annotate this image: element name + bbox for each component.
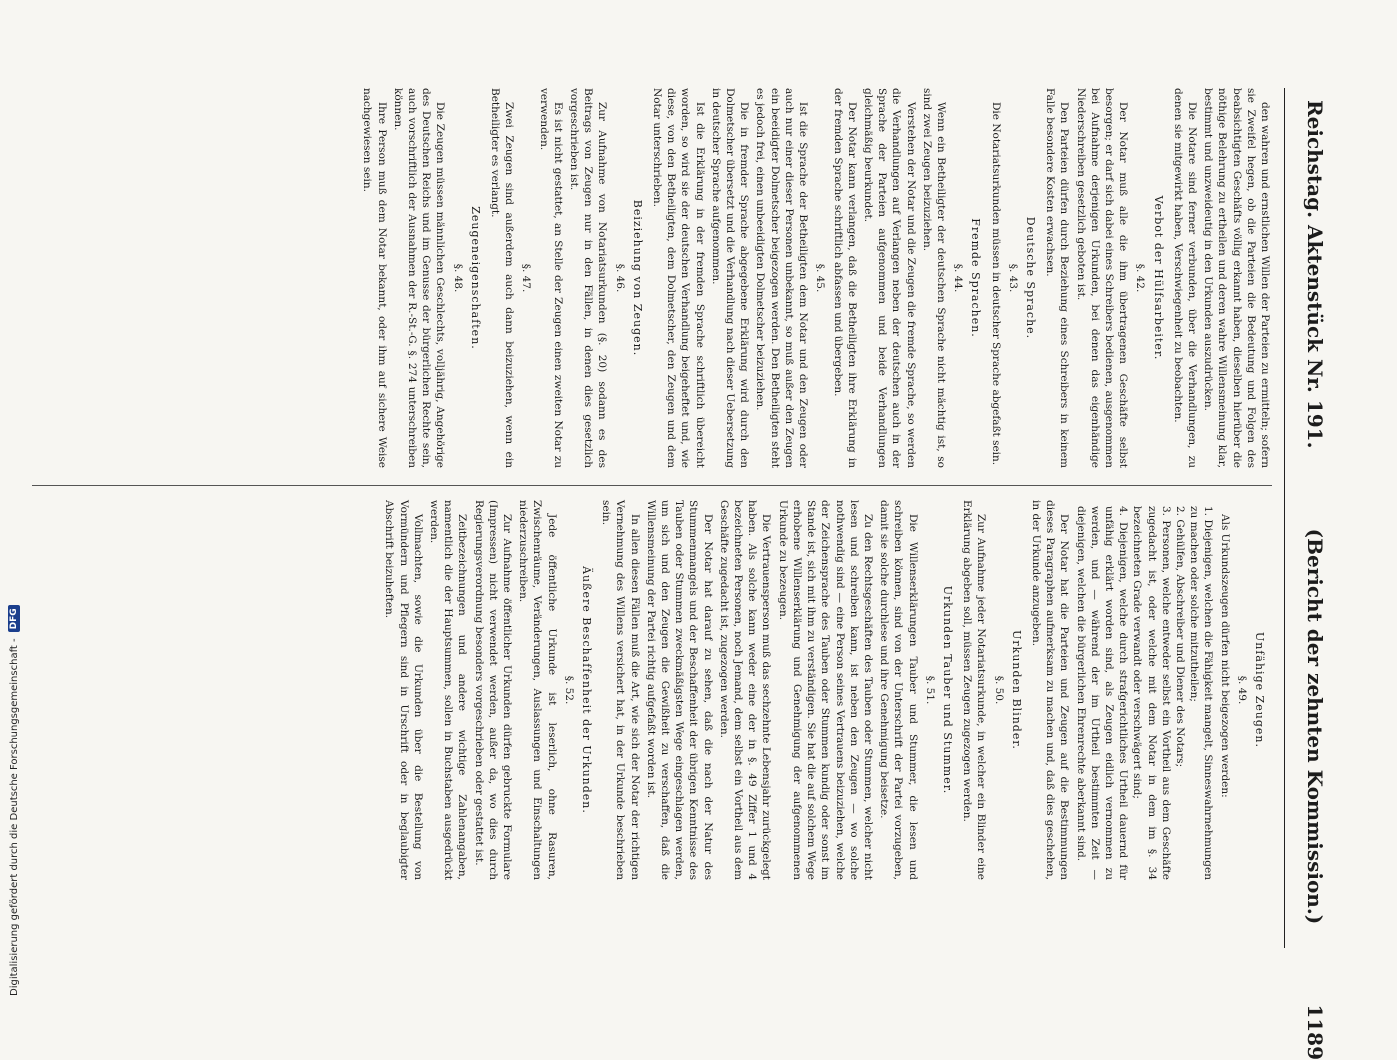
paragraph: Ist die Sprache der Betheiligten dem Notar und den Zeugen oder auch nur einer dieser Personen unbekannt, so muß außer den Zeugen ein beeidigter Dolmetscher beigezogen werden. Den Betheiligten steht es jedoch frei, einen unbeeidigten Dolmetscher beizuziehen. — [754, 88, 810, 468]
section-heading: Unfähige Zeugen. — [1253, 631, 1266, 748]
paragraph: den wahren und ernstlichen Willen der Parteien zu ermitteln; sofern sie Zweifel hegen, ob die Parteien die Bedeutung und Folgen des beabsichtigten Geschäfts völlig erkannt haben, dieselben hierüber die nöthige Belehrung zu ertheilen und deren wahre Willensmeinung klar, bestimmt und unzweideutig in den Urkunden auszudrücken. — [1202, 88, 1271, 468]
column-left — [358, 88, 1272, 468]
exclusion-list — [1073, 500, 1215, 880]
section-heading: Urkunden Blinder. — [1009, 630, 1023, 750]
list-item: 4. Diejenigen, welche durch strafgerichtliches Urtheil dauernd für unfähig erklärt worden sind, als Zeugen eidlich vernommen zu werden, und — während der im Urtheil bestimmten Zeit — diejenigen, welchen die bürgerlichen Ehrenrechte aberkannt sind. — [1074, 506, 1130, 880]
paragraph: Die Notare sind ferner verbunden, über die Verhandlungen, zu denen sie mitgewirkt haben, Verschwiegenheit zu beobachten. — [1171, 88, 1198, 468]
paragraph: Die Notariatsurkunden müssen in deutscher Sprache abgefaßt sein. — [989, 102, 1002, 466]
paragraph: Die in fremder Sprache abgegebene Erklärung wird durch den Dolmetscher übersetzt und die Verhandlung nach dieser Uebersetzung in deutscher Sprache aufgenommen. — [709, 88, 751, 468]
paragraph: Der Notar kann verlangen, daß die Betheiligten ihre Erklärung in der fremden Sprache schriftlich abfassen und übergeben. — [831, 88, 858, 468]
paragraph: Die Willenserklärungen Tauber und Stummer, die lesen und schreiben können, sind von der Unterschrift der Partei vorzugeben, damit sie solche durchlese und ihre Genehmigung beisetze. — [878, 500, 919, 880]
dfg-logo: DFG — [8, 605, 20, 632]
section-number: §. 45. — [814, 263, 827, 293]
column-divider — [32, 485, 1272, 486]
section-heading: Verbot der Hülfsarbeiter. — [1151, 195, 1165, 361]
paragraph: Die Vertrauensperson muß das sechzehnte Lebensjahr zurückgelegt haben. Als solche kann weder eine der in §. 49 Ziffer 1 und 4 bezeichneten Personen, noch Jemand, dem selbst ein Vortheil aus dem Geschäfte zugedacht ist, zugezogen werden. — [717, 500, 773, 880]
header-rule — [1284, 88, 1285, 948]
list-item: 1. Diejenigen, welchen die Fähigkeit mangelt, Sinneswahrnehmungen zu machen oder solche mitzutheilen; — [1188, 506, 1215, 880]
paragraph: Der Notar muß alle die ihm übertragenen Geschäfte selbst besorgen; er darf sich dabei eines Schreibers bedienen, ausgenommen bei Aufnahme derjenigen Urkunden, bei denen das eigenhändige Niederschreiben gesetzlich geboten ist. — [1074, 88, 1130, 468]
section-number: §. 51. — [923, 675, 936, 705]
paragraph: Den Parteien dürfen durch Beziehung eines Schreibers in keinem Falle besondere Kosten erwachsen. — [1044, 88, 1071, 468]
paragraph: Ihre Person muß dem Notar bekannt, oder ihm auf sichere Weise nachgewiesen sein. — [361, 88, 388, 468]
paragraph: Zur Aufnahme öffentlicher Urkunden dürfen gebruckte Formulare (Impressen) nicht verwendet werden, außer da, wo dies durch Regierungsverordnung besonders vorgeschrieben oder gestattet ist. — [472, 500, 514, 880]
paragraph: Zwei Zeugen sind außerdem auch dann beizuziehen, wenn ein Betheiligter es verlangt. — [489, 88, 516, 468]
paragraph: Als Urkundszeugen dürfen nicht beigezogen werden: — [1218, 514, 1231, 798]
section-number: §. 44. — [952, 263, 965, 293]
paragraph: Verstehen der Notar und die Zeugen die fremde Sprache, so werden die Verhandlungen auf Verlangen neben der deutschen auch in der Sprache der Parteien aufgenommen und beide Verhandlungen gleichmäßig beurkundet. — [861, 88, 917, 468]
list-item: 2. Gehülfen, Abschreiber und Diener des Notars; — [1173, 506, 1186, 768]
paragraph: Vollmachten, sowie die Urkunden über die Bestellung von Vormündern und Pflegern sind in Urschrift oder in beglaubigter Abschrift beizuheften. — [383, 500, 424, 880]
paragraph: Wenn ein Betheiligter der deutschen Sprache nicht mächtig ist, so sind zwei Zeugen beizuziehen. — [920, 88, 947, 468]
header-right: (Bericht der zehnten Kommission.) — [1303, 528, 1327, 925]
section-heading: Urkunden Tauber und Stummer. — [940, 585, 954, 795]
section-heading: Deutsche Sprache. — [1023, 216, 1037, 340]
paragraph: In allen diesen Fällen muß die Art, wie sich der Notar der richtigen Vernehmung des Willens versichert hat, in der Urkunde beschrieben sein. — [600, 500, 641, 880]
paragraph: Zu den Rechtsgeschäften des Tauben oder Stummen, welcher nicht lesen und schreiben kann, ist neben den Zeugen — wo solche nothwendig sind — eine Person seines Vertrauens beizuziehen, welche der Zeichensprache des Tauben oder Stummen kundig oder sonst im Stande ist, sich mit ihm zu verständigen. Sie hat die auf solchem Wege erhobene Willenserklärung und Genehmigung der aufgenommenen Urkunde zu bezeugen. — [776, 500, 874, 880]
section-heading: Fremde Sprachen. — [969, 218, 983, 338]
section-number: §. 43. — [1006, 263, 1019, 293]
section-number: §. 48. — [451, 263, 464, 293]
section-number: §. 49. — [1235, 675, 1248, 705]
section-number: §. 42. — [1134, 263, 1147, 293]
section-heading: Zeugeneigenschaften. — [468, 206, 482, 350]
paragraph: Die Zeugen müssen männlichen Geschlechts, volljährig, Angehörige des Deutschen Reichs und im Genusse der bürgerlichen Rechte sein, auch vorschriftlich der Ausnahmen der R.-St.-G. §. 274 unterschreiben können. — [391, 88, 447, 468]
paragraph: Der Notar hat darauf zu sehen, daß die nach der Natur des Stummenmangels und der Beschaffenheit der übrigen Kenntnisse des Tauben oder Stummen zweckmäßigsten Wege eingeschlagen werden, um sich und den Zeugen die Gewißheit zu verschaffen, daß die Willensmeinung der Partei richtig aufgefaßt worden ist. — [644, 500, 714, 880]
section-number: §. 47. — [520, 263, 533, 293]
header-left: Reichstag. Aktenstück Nr. 191. — [1303, 100, 1327, 449]
section-heading: Beiziehung von Zeugen. — [630, 199, 644, 357]
paragraph: Ist die Erklärung in der fremden Sprache schriftlich übereicht worden, so wird sie der deutschen Verhandlung beigeheftet und, wie diese, von den Betheiligten, dem Dolmetscher, den Zeugen und dem Notar unterschrieben. — [651, 88, 706, 468]
paragraph: Der Notar hat die Parteien und Zeugen auf die Bestimmungen dieses Paragraphen aufmerksam zu machen und, daß dies geschehen, in der Urkunde anzugeben. — [1029, 500, 1071, 880]
page-number: 1189 — [1303, 1004, 1327, 1060]
section-number: §. 50. — [992, 675, 1005, 705]
credit-text: Digitalisierung gefördert durch die Deutsche Forschungsgemeinschaft - — [8, 638, 20, 996]
paragraph: Zur Aufnahme von Notariatsurkunden (§. 20) sodann es des Beitrags von Zeugen nur in den Fällen, in denen dies gesetzlich vorgeschrieben ist. — [568, 88, 609, 468]
paragraph: Zeitbezeichnungen und andere wichtige Zahlenangaben, namentlich die der Hauptsummen, sollen in Buchstaben ausgedrückt werden. — [428, 500, 469, 880]
section-number: §. 46. — [613, 263, 626, 293]
paragraph: Es ist nicht gestattet, an Stelle der Zeugen einen zweiten Notar zu verwenden. — [537, 88, 564, 468]
section-number: §. 52. — [562, 675, 575, 705]
list-item: 3. Personen, welche entweder selbst ein Vortheil aus dem Geschäfte zugedacht ist, oder welche mit dem Notar in dem im §. 34 bezeichneten Grade verwandt oder verschwägert sind; — [1131, 506, 1172, 880]
paragraph: Jede öffentliche Urkunde ist leserlich, ohne Rasuren, Zwischenräume, Veränderungen, Auslassungen und Einschaltungen niederzuschreiben. — [517, 500, 558, 880]
column-right — [380, 500, 1272, 880]
page-header — [1287, 100, 1327, 1060]
section-heading: Äußere Beschaffenheit der Urkunden. — [580, 566, 594, 814]
paragraph: Zur Aufnahme jeder Notariatsurkunde, in welcher ein Blinder eine Erklärung abgeben soll, müssen Zeugen zugezogen werden. — [961, 500, 988, 880]
